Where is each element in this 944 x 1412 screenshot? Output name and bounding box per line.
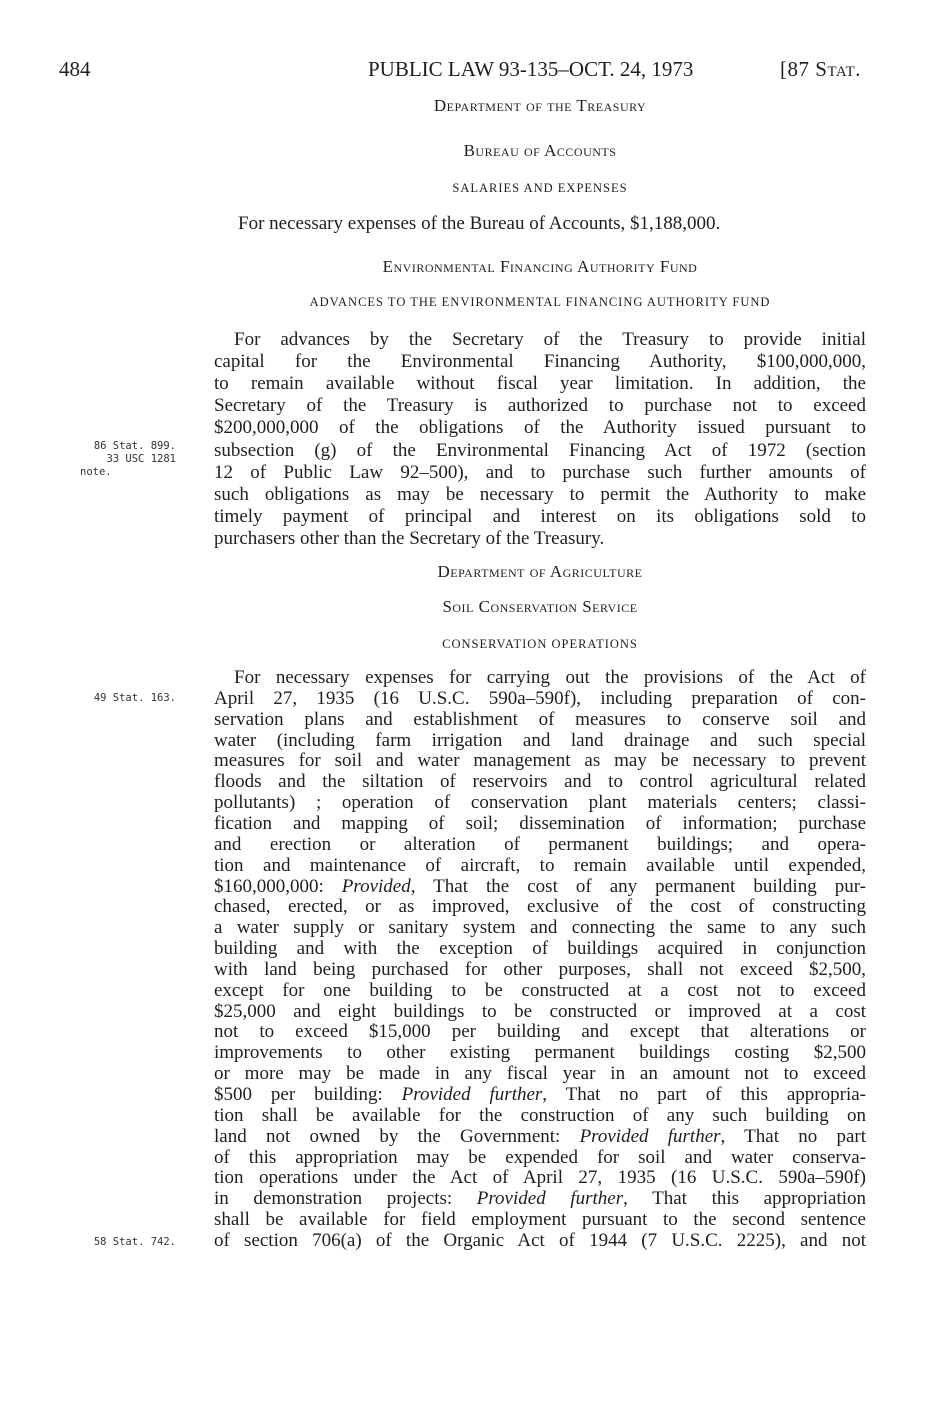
running-title: PUBLIC LAW 93-135–OCT. 24, 1973 xyxy=(368,57,694,81)
text-line: except for one building to be constructed at a cost not to exceed xyxy=(214,979,866,1001)
text-line: to remain available without fiscal year limitation. In addition, the xyxy=(214,373,866,395)
text-line: timely payment of principal and interest on its obligations sold to xyxy=(214,505,866,527)
italic-proviso: Provided further xyxy=(476,1188,624,1210)
text-line: Secretary of the Treasury is authorized to purchase not to exceed xyxy=(214,395,866,417)
text-line: or more may be made in any fiscal year in an amount not to exceed xyxy=(214,1063,866,1085)
text-line: For necessary expenses for carrying out the provisions of the Act of xyxy=(234,667,866,688)
margin-note-58-stat: 58 Stat. 742. xyxy=(93,1236,176,1248)
heading-dept-treasury: Department of the Treasury xyxy=(433,96,647,115)
margin-note-line: 86 Stat. 899. xyxy=(93,440,176,452)
text-line: with land being purchased for other purposes, shall not exceed $2,500, xyxy=(214,958,866,980)
text-line: of this appropriation may be expended for soil and water conserva- xyxy=(214,1146,866,1168)
text-line: in demonstration projects: Provided further, That this appropriation xyxy=(214,1188,866,1210)
text-line: capital for the Environmental Financing Authority, $100,000,000, xyxy=(214,351,866,373)
text-line: and erection or alteration of permanent buildings; and opera- xyxy=(214,833,866,855)
text-line: land not owned by the Government: Provided further, That no part xyxy=(214,1125,867,1147)
bureau-appropriation-text: For necessary expenses of the Bureau of Accounts, $1,188,000. xyxy=(238,213,721,234)
text-line: of section 706(a) of the Organic Act of 1944 (7 U.S.C. 2225), and not xyxy=(214,1229,866,1251)
text-line: water (including farm irrigation and land drainage and such special xyxy=(214,729,866,751)
text-line: For advances by the Secretary of the Treasury to provide initial xyxy=(234,329,866,350)
text-line: not to exceed $15,000 per building and except that alterations or xyxy=(214,1021,866,1043)
page-number: 484 xyxy=(59,57,91,81)
margin-note-line: note. xyxy=(80,466,112,478)
heading-salaries: SALARIES AND EXPENSES xyxy=(452,181,628,195)
text-line: tion and maintenance of aircraft, to remain available until expended, xyxy=(214,854,866,876)
text-line: chased, erected, or as improved, exclusive of the cost of constructing xyxy=(214,896,866,918)
text-line: $25,000 and eight buildings to be constructed or improved at a cost xyxy=(214,1000,866,1022)
text-line: fication and mapping of soil; dissemination of information; purchase xyxy=(214,812,866,834)
italic-proviso: Provided further xyxy=(579,1125,721,1147)
text-line: $200,000,000 of the obligations of the Authority issued pursuant to xyxy=(214,417,866,439)
heading-advances: ADVANCES TO THE ENVIRONMENTAL FINANCING AUTHORITY FUND xyxy=(309,295,771,309)
text-line: such obligations as may be necessary to permit the Authority to make xyxy=(214,483,866,505)
text-line: April 27, 1935 (16 U.S.C. 590a–590f), including preparation of con- xyxy=(214,687,866,709)
text-line: tion operations under the Act of April 27, 1935 (16 U.S.C. 590a–590f) xyxy=(214,1167,866,1189)
text-line: tion shall be available for the construction of any such building on xyxy=(214,1104,866,1126)
volume-label: [87 Stat. xyxy=(780,57,861,81)
heading-dept-agriculture: Department of Agriculture xyxy=(437,562,643,581)
heading-bureau-accounts: Bureau of Accounts xyxy=(463,141,617,160)
text-line: $160,000,000: Provided, That the cost of any permanent building pur- xyxy=(214,875,866,897)
italic-proviso: Provided xyxy=(341,875,411,897)
margin-note-49-stat: 49 Stat. 163. xyxy=(93,692,176,704)
text-line: shall be available for field employment pursuant to the second sentence xyxy=(214,1209,866,1231)
text-line: servation plans and establishment of measures to conserve soil and xyxy=(214,708,866,730)
heading-soil-service: Soil Conservation Service xyxy=(442,597,638,616)
text-line: subsection (g) of the Environmental Financing Act of 1972 (section xyxy=(214,439,866,461)
heading-efa-fund: Environmental Financing Authority Fund xyxy=(382,257,698,276)
heading-conservation-ops: CONSERVATION OPERATIONS xyxy=(442,637,638,651)
text-line: $500 per building: Provided further, That no part of this appropria- xyxy=(214,1084,866,1105)
text-line: floods and the siltation of reservoirs and to control agricultural related xyxy=(214,771,866,793)
text-line: measures for soil and water management as may be necessary to prevent xyxy=(214,750,866,772)
text-line: purchasers other than the Secretary of the Treasury. xyxy=(214,527,605,549)
text-line: 12 of Public Law 92–500), and to purchase such further amounts of xyxy=(214,461,866,483)
text-line: a water supply or sanitary system and connecting the same to any such xyxy=(214,917,866,939)
margin-note-line: 33 USC 1281 xyxy=(106,453,176,465)
text-line: improvements to other existing permanent buildings costing $2,500 xyxy=(214,1042,866,1064)
text-line: pollutants) ; operation of conservation plant materials centers; classi- xyxy=(214,792,866,814)
text-line: building and with the exception of buildings acquired in conjunction xyxy=(214,938,866,960)
italic-proviso: Provided further xyxy=(401,1084,543,1105)
margin-note-86-stat xyxy=(76,440,176,479)
